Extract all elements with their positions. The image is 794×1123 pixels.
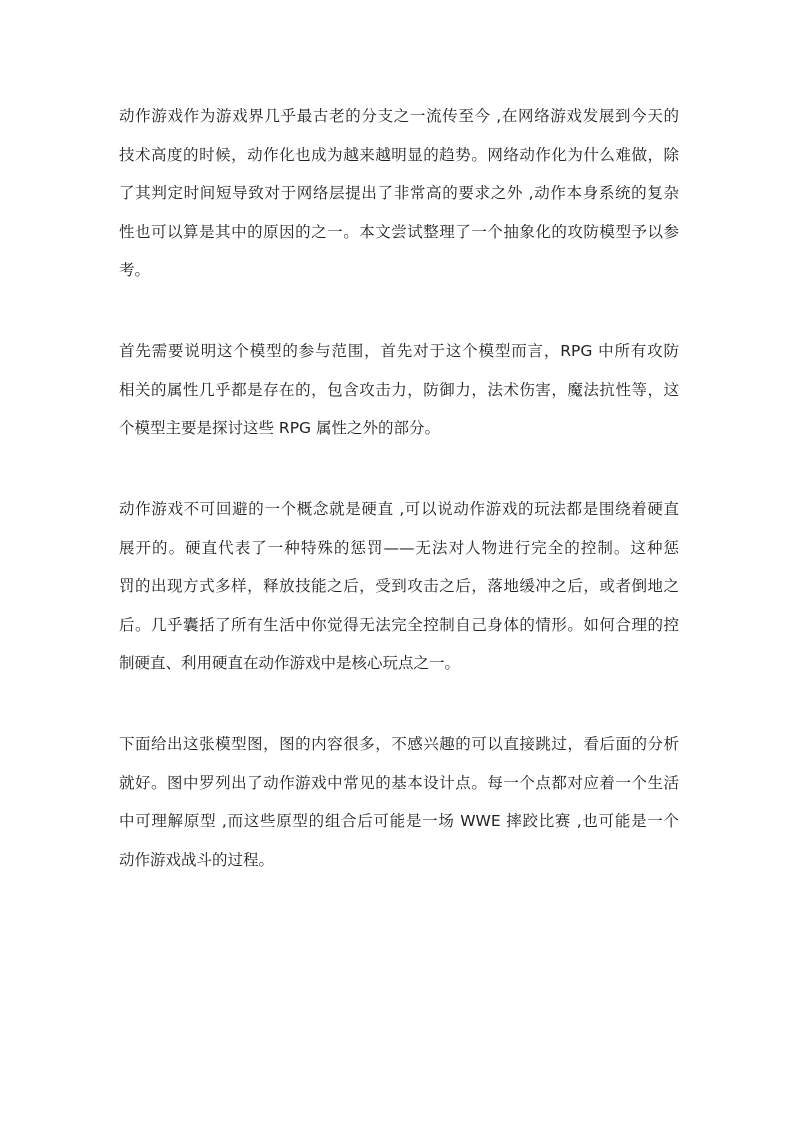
text-line: 性也可以算是其中的原因的之一。本文尝试整理了一个抽象化的攻防模型予以参 [119, 222, 679, 241]
text-line: 考。 [119, 261, 151, 279]
text-line: 首先需要说明这个模型的参与范围，首先对于这个模型而言，RPG 中所有攻防 [119, 342, 679, 360]
paragraph-scope [119, 336, 679, 443]
text-line: 下面给出这张模型图，图的内容很多，不感兴趣的可以直接跳过，看后面的分析 [119, 735, 679, 753]
paragraph-model-diagram [119, 729, 679, 875]
text-line: 罚的出现方式多样，释放技能之后，受到攻击之后，落地缓冲之后，或者倒地之 [119, 577, 679, 595]
text-line: 个模型主要是探讨这些 RPG 属性之外的部分。 [119, 419, 440, 437]
text-line: 相关的属性几乎都是存在的，包含攻击力，防御力，法术伤害，魔法抗性等，这 [119, 380, 679, 399]
paragraph-hitstun [119, 494, 679, 678]
text-line: 了其判定时间短导致对于网络层提出了非常高的要求之外 ,动作本身系统的复杂 [119, 184, 679, 202]
text-line: 动作游戏作为游戏界几乎最古老的分支之一流传至今 ,在网络游戏发展到今天的 [119, 107, 679, 125]
text-line: 动作游戏不可回避的一个概念就是硬直 ,可以说动作游戏的玩法都是围绕着硬直 [119, 500, 679, 518]
text-line: 动作游戏战斗的过程。 [119, 850, 275, 869]
text-line: 展开的。硬直代表了一种特殊的惩罚——无法对人物进行完全的控制。这种惩 [119, 538, 679, 557]
text-line: 制硬直、利用硬直在动作游戏中是核心玩点之一。 [119, 654, 461, 672]
paragraph-intro [119, 101, 679, 285]
text-line: 后。几乎囊括了所有生活中你觉得无法完全控制自己身体的情形。如何合理的控 [119, 615, 679, 634]
text-line: 就好。图中罗列出了动作游戏中常见的基本设计点。每一个点都对应着一个生活 [119, 773, 679, 792]
text-line: 中可理解原型 ,而这些原型的组合后可能是一场 WWE 摔跤比赛 ,也可能是一个 [119, 812, 679, 830]
text-line: 技术高度的时候，动作化也成为越来越明显的趋势。网络动作化为什么难做，除 [119, 145, 679, 164]
article-body [119, 101, 679, 926]
